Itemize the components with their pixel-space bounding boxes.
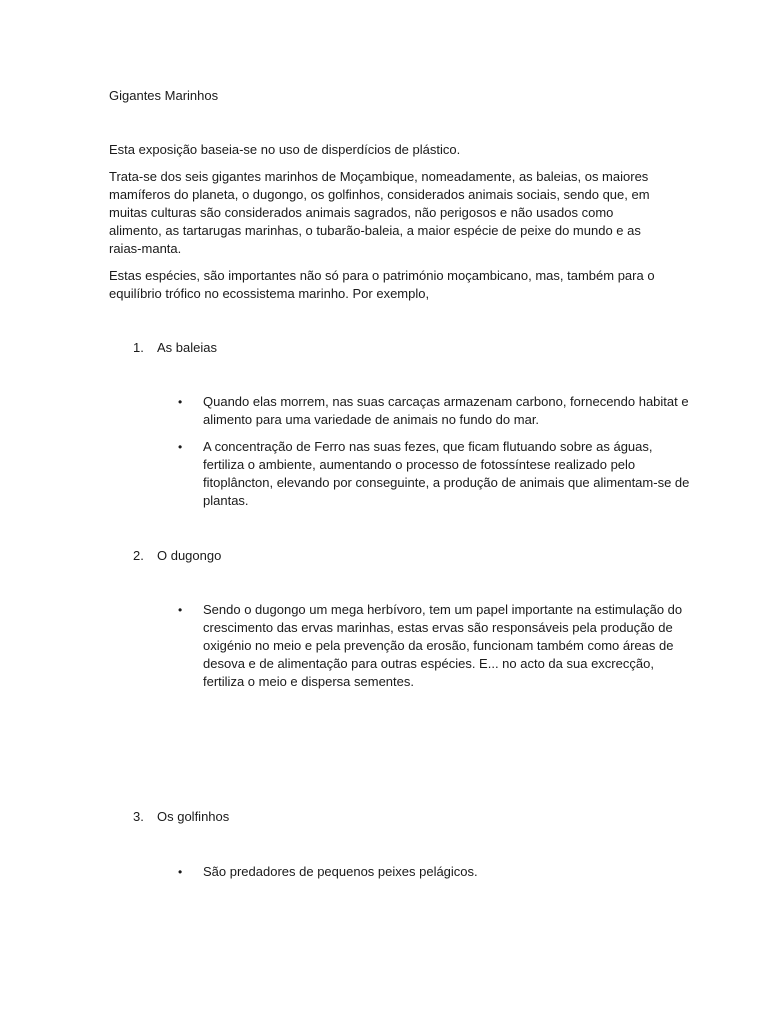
- section-heading-text: Os golfinhos: [157, 809, 230, 824]
- list-item: [0, 438, 768, 510]
- bullet-text: Sendo o dugongo um mega herbívoro, tem um papel importante na estimulação do crescimento das ervas marinhas, estas ervas são responsáveis pela produção de oxigénio no meio e pela prevenção da erosão, funcionam também como áreas de desova e de alimentação para outras espécies. E... no acto da sua excrecção, fertiliza o meio e dispersa sementes.: [203, 602, 683, 689]
- intro-paragraph-3: Estas espécies, são importantes não só para o património moçambicano, mas, também para o equilíbrio trófico no ecossistema marinho. Por exemplo,: [109, 268, 655, 301]
- bullet-icon: •: [178, 865, 183, 879]
- list-item: [0, 393, 768, 429]
- bullet-icon: •: [178, 395, 183, 409]
- bullet-text: Quando elas morrem, nas suas carcaças armazenam carbono, fornecendo habitat e alimento para uma variedade de animais no fundo do mar.: [203, 394, 689, 427]
- bullet-icon: •: [178, 440, 183, 454]
- section-heading-text: O dugongo: [157, 548, 222, 563]
- section-number: 3.: [133, 809, 144, 824]
- document-title: Gigantes Marinhos: [109, 88, 219, 103]
- bullet-icon: •: [178, 603, 183, 617]
- bullet-text: A concentração de Ferro nas suas fezes, que ficam flutuando sobre as águas, fertiliza o ambiente, aumentando o processo de fotossíntese realizado pelo fitoplâncton, elevando por conseguinte, a produção de animais que alimentam-se de plantas.: [203, 439, 690, 508]
- intro-paragraph-1: Esta exposição baseia-se no uso de disperdícios de plástico.: [109, 142, 461, 157]
- section-number: 2.: [133, 548, 144, 563]
- section-number: 1.: [133, 340, 144, 355]
- list-item: [0, 601, 768, 691]
- list-item: [0, 863, 768, 881]
- section-heading-text: As baleias: [157, 340, 217, 355]
- intro-paragraph-2: Trata-se dos seis gigantes marinhos de Moçambique, nomeadamente, as baleias, os maiores mamíferos do planeta, o dugongo, os golfinhos, considerados animais sociais, sendo que, em muitas culturas são considerados animais sagrados, não perigosos e não usados como alimento, as tartarugas marinhas, o tubarão-baleia, a maior espécie de peixe do mundo e as raias-manta.: [109, 169, 650, 256]
- section-heading-2: [0, 547, 768, 565]
- section-heading-1: [0, 339, 768, 357]
- bullet-text: São predadores de pequenos peixes pelágicos.: [203, 864, 478, 879]
- section-heading-3: [0, 808, 768, 826]
